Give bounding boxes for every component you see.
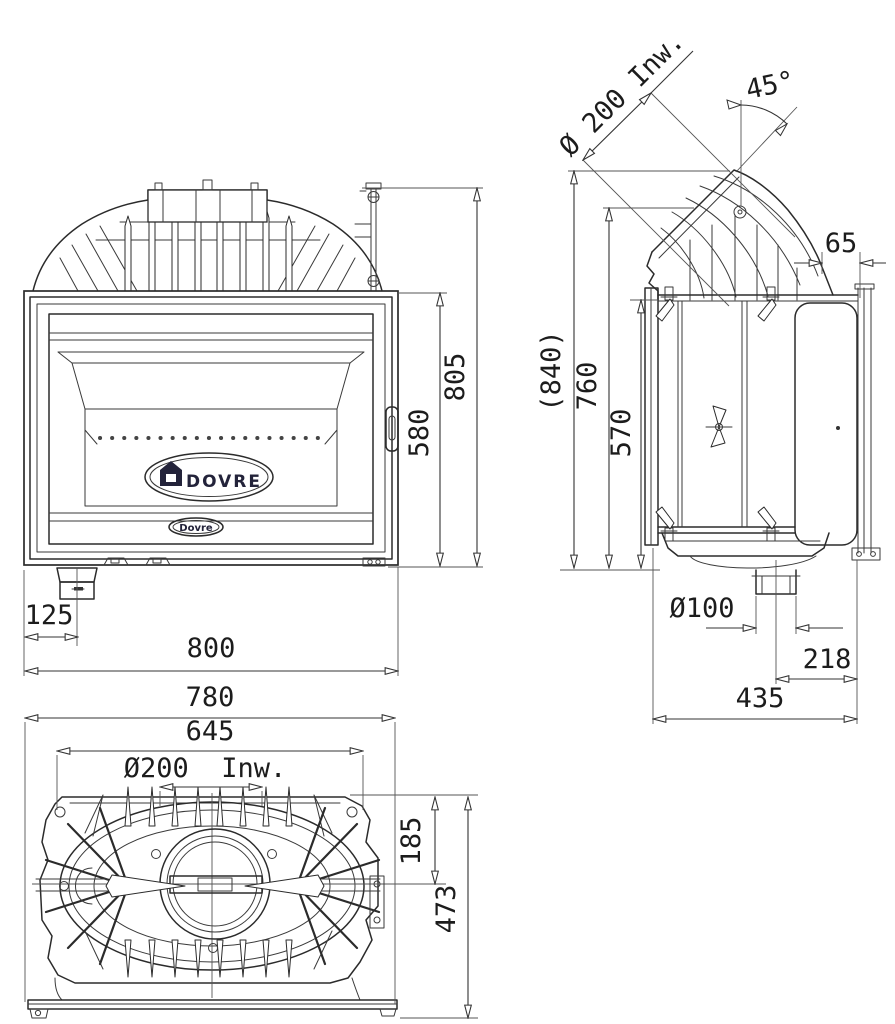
dim-top-body-width: 645 [185, 716, 235, 747]
side-facade [645, 288, 658, 545]
dim-top-base-width: 780 [185, 682, 235, 713]
top-front-strip [28, 978, 397, 1018]
side-rear-plate [852, 284, 880, 560]
top-view [28, 787, 397, 1018]
dim-side-depth: 435 [735, 683, 785, 714]
damper-bar [170, 876, 262, 893]
side-door-handle [706, 406, 732, 447]
front-dome [33, 180, 382, 291]
dim-front-frame-height: 580 [404, 408, 435, 458]
corner-bolt-left [55, 807, 65, 817]
dim-side-total-height: (840) [536, 330, 567, 412]
top-outline [40, 797, 378, 983]
back-panel-hole [836, 426, 840, 430]
dim-front-total-height: 805 [440, 352, 471, 402]
dim-top-flue-to-back: 185 [396, 816, 427, 866]
dim-side-outlet-to-back: 218 [802, 644, 852, 675]
dim-side-dome-height: 760 [572, 361, 603, 411]
dim-side-outlet-diameter: Ø100 [669, 593, 735, 624]
dim-side-flue-diameter: Ø 200 Inw. [553, 25, 691, 163]
dim-side-body-height: 570 [606, 408, 637, 458]
dim-rear-offset-group [794, 228, 886, 263]
dovre-logo-text: DOVRE [186, 472, 262, 492]
dim-top-depth: 473 [431, 884, 462, 934]
side-dome [647, 170, 833, 300]
dim-front-ash-offset: 125 [24, 600, 74, 631]
dim-side-rear-offset: 65 [824, 228, 858, 259]
side-body [658, 295, 858, 545]
side-back-panel [795, 303, 857, 545]
corner-bolt-right [347, 807, 357, 817]
side-base-pan [662, 533, 829, 568]
dovre-badge-text: Dovre [179, 523, 213, 534]
dim-flue-diameter-group [554, 26, 693, 163]
dim-front-width: 800 [186, 633, 236, 664]
front-view [24, 180, 398, 646]
side-flue-spigot [752, 560, 800, 684]
dim-top-flue-diameter: Ø200 Inw. [123, 753, 287, 784]
dim-side-flue-angle: 45° [743, 65, 798, 106]
